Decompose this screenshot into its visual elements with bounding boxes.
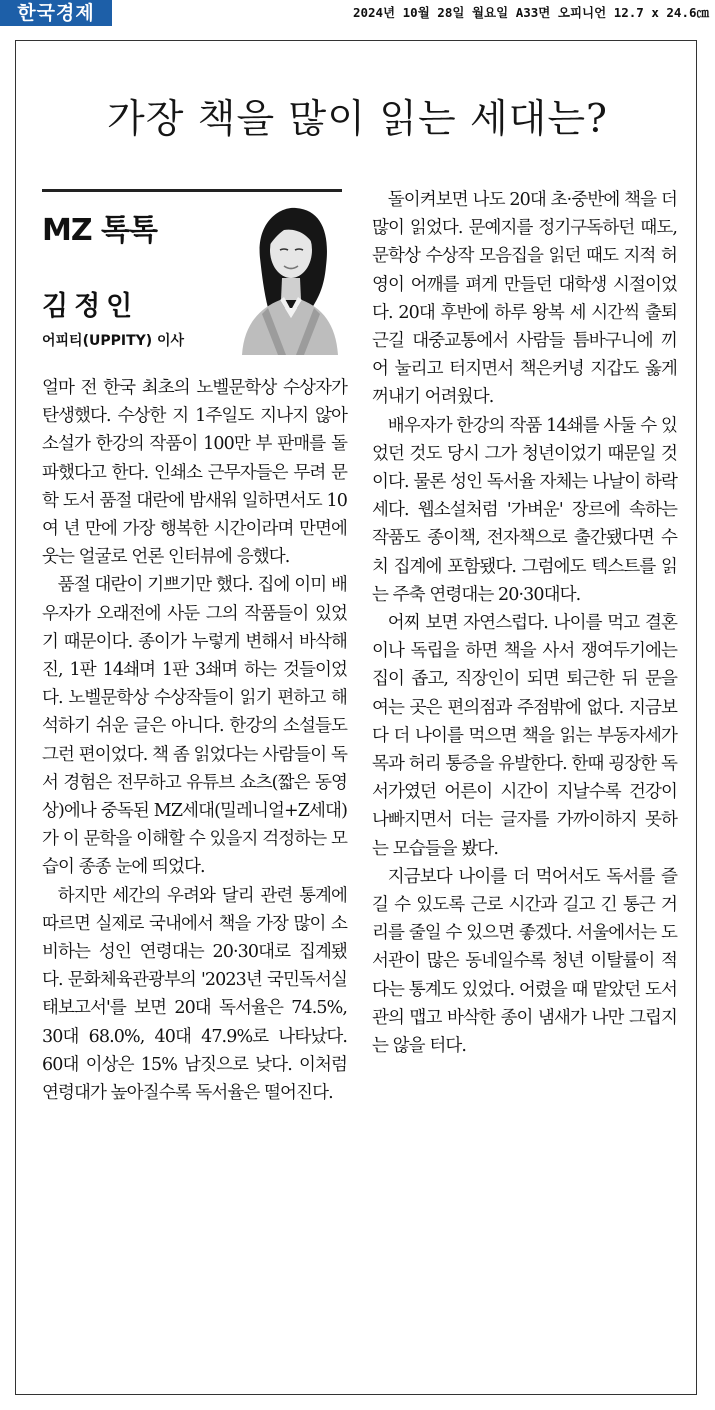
article-paragraph: 얼마 전 한국 최초의 노벨문학상 수상자가 탄생했다. 수상한 지 1주일도 지나지 않아 소설가 한강의 작품이 100만 부 판매를 돌파했다고 한다. 인쇄소 근무자들은 무려 문학 도서 품절 대란에 밤새워 일하면서도 10여 년 만에 가장 행복한 시간이라며 만면에 웃는 얼굴로 언론 인터뷰에 응했다. — [42, 378, 347, 568]
article-paragraph: 돌이켜보면 나도 20대 초·중반에 책을 더 많이 읽었다. 문예지를 정기구독하던 때도, 문학상 수상작 모음집을 읽던 때도 지적 허영이 어깨를 펴게 만들던 대학생 시절이었다. 20대 후반에 하루 왕복 세 시간씩 출퇴근길 대중교통에서 사람들 틈바구니에 끼어 눌리고 터지면서 책은커녕 지갑도 옳게 꺼내기 어려웠다. — [372, 190, 677, 408]
author-photo — [238, 200, 340, 355]
article-paragraph: 배우자가 한강의 작품 14쇄를 사둘 수 있었던 것도 당시 그가 청년이었기 때문일 것이다. 물론 성인 독서율 자체는 나날이 하락세다. 웹소설처럼 '가벼운' 장르에 속하는 작품도 종이책, 전자책으로 출간됐다면 수치 집계에 포함됐다. 그럼에도 텍스트를 읽는 주축 연령대는 20·30대다. — [372, 415, 677, 605]
author-name: 김정인 — [42, 291, 139, 322]
article-paragraph: 하지만 세간의 우려와 달리 관련 통계에 따르면 실제로 국내에서 책을 가장 많이 소비하는 성인 연령대는 20·30대로 집계됐다. 문화체육관광부의 '2023년 국민독서실태보고서'를 보면 20대 독서율은 74.5%, 30대 68.0%, 40대 47.9%로 나타났다. 60대 이상은 15% 남짓으로 낮다. 이처럼 연령대가 높아질수록 독서율은 떨어진다. — [42, 885, 347, 1104]
publication-info: 2024년 10월 28일 월요일 A33면 오피니언 12.7 x 24.6㎝ — [352, 5, 709, 20]
article-column-left — [42, 374, 347, 1107]
article-column-right — [372, 186, 677, 1060]
article-headline: 가장 책을 많이 읽는 세대는? — [107, 97, 608, 142]
article-paragraph: 품절 대란이 기쁘기만 했다. 집에 이미 배우자가 오래전에 사둔 그의 작품들이 있었기 때문이다. 종이가 누렇게 변해서 바삭해진, 1판 14쇄며 1판 3쇄며 하는 것들이었다. 노벨문학상 수상작들이 읽기 편하고 해석하기 쉬운 글은 아니다. 한강의 소설들도 그런 편이었다. 책 좀 읽었다는 사람들이 독서 경험은 전무하고 유튜브 쇼츠(짧은 동영상)에나 중독된 MZ세대(밀레니얼+Z세대)가 이 문학을 이해할 수 있을지 걱정하는 모습이 종종 눈에 띄었다. — [42, 575, 347, 878]
newspaper-logo: 한국경제 — [0, 0, 112, 26]
column-name: MZ 톡톡 — [42, 213, 158, 248]
clipping-header — [0, 0, 715, 26]
article-paragraph: 지금보다 나이를 더 먹어서도 독서를 즐길 수 있도록 근로 시간과 길고 긴 통근 거리를 줄일 수 있으면 좋겠다. 서울에서는 도서관이 많은 동네일수록 청년 이탈률이 적다는 통계도 있었다. 어렸을 때 맡았던 도서관의 맵고 바삭한 종이 냄새가 나만 그립지는 않을 터다. — [372, 866, 677, 1057]
column-rule — [42, 189, 342, 192]
author-role: 어피티(UPPITY) 이사 — [42, 333, 185, 349]
article-paragraph: 어찌 보면 자연스럽다. 나이를 먹고 결혼이나 독립을 하면 책을 사서 쟁여두기에는 집이 좁고, 직장인이 되면 퇴근한 뒤 문을 여는 곳은 편의점과 주점밖에 없다. 지금보다 더 나이를 먹으면 책을 읽는 부동자세가 목과 허리 통증을 유발한다. 한때 굉장한 독서가였던 어른이 시간이 지날수록 건강이 나빠지면서 더는 글자를 가까이하지 못하는 모습들을 봤다. — [372, 613, 677, 859]
